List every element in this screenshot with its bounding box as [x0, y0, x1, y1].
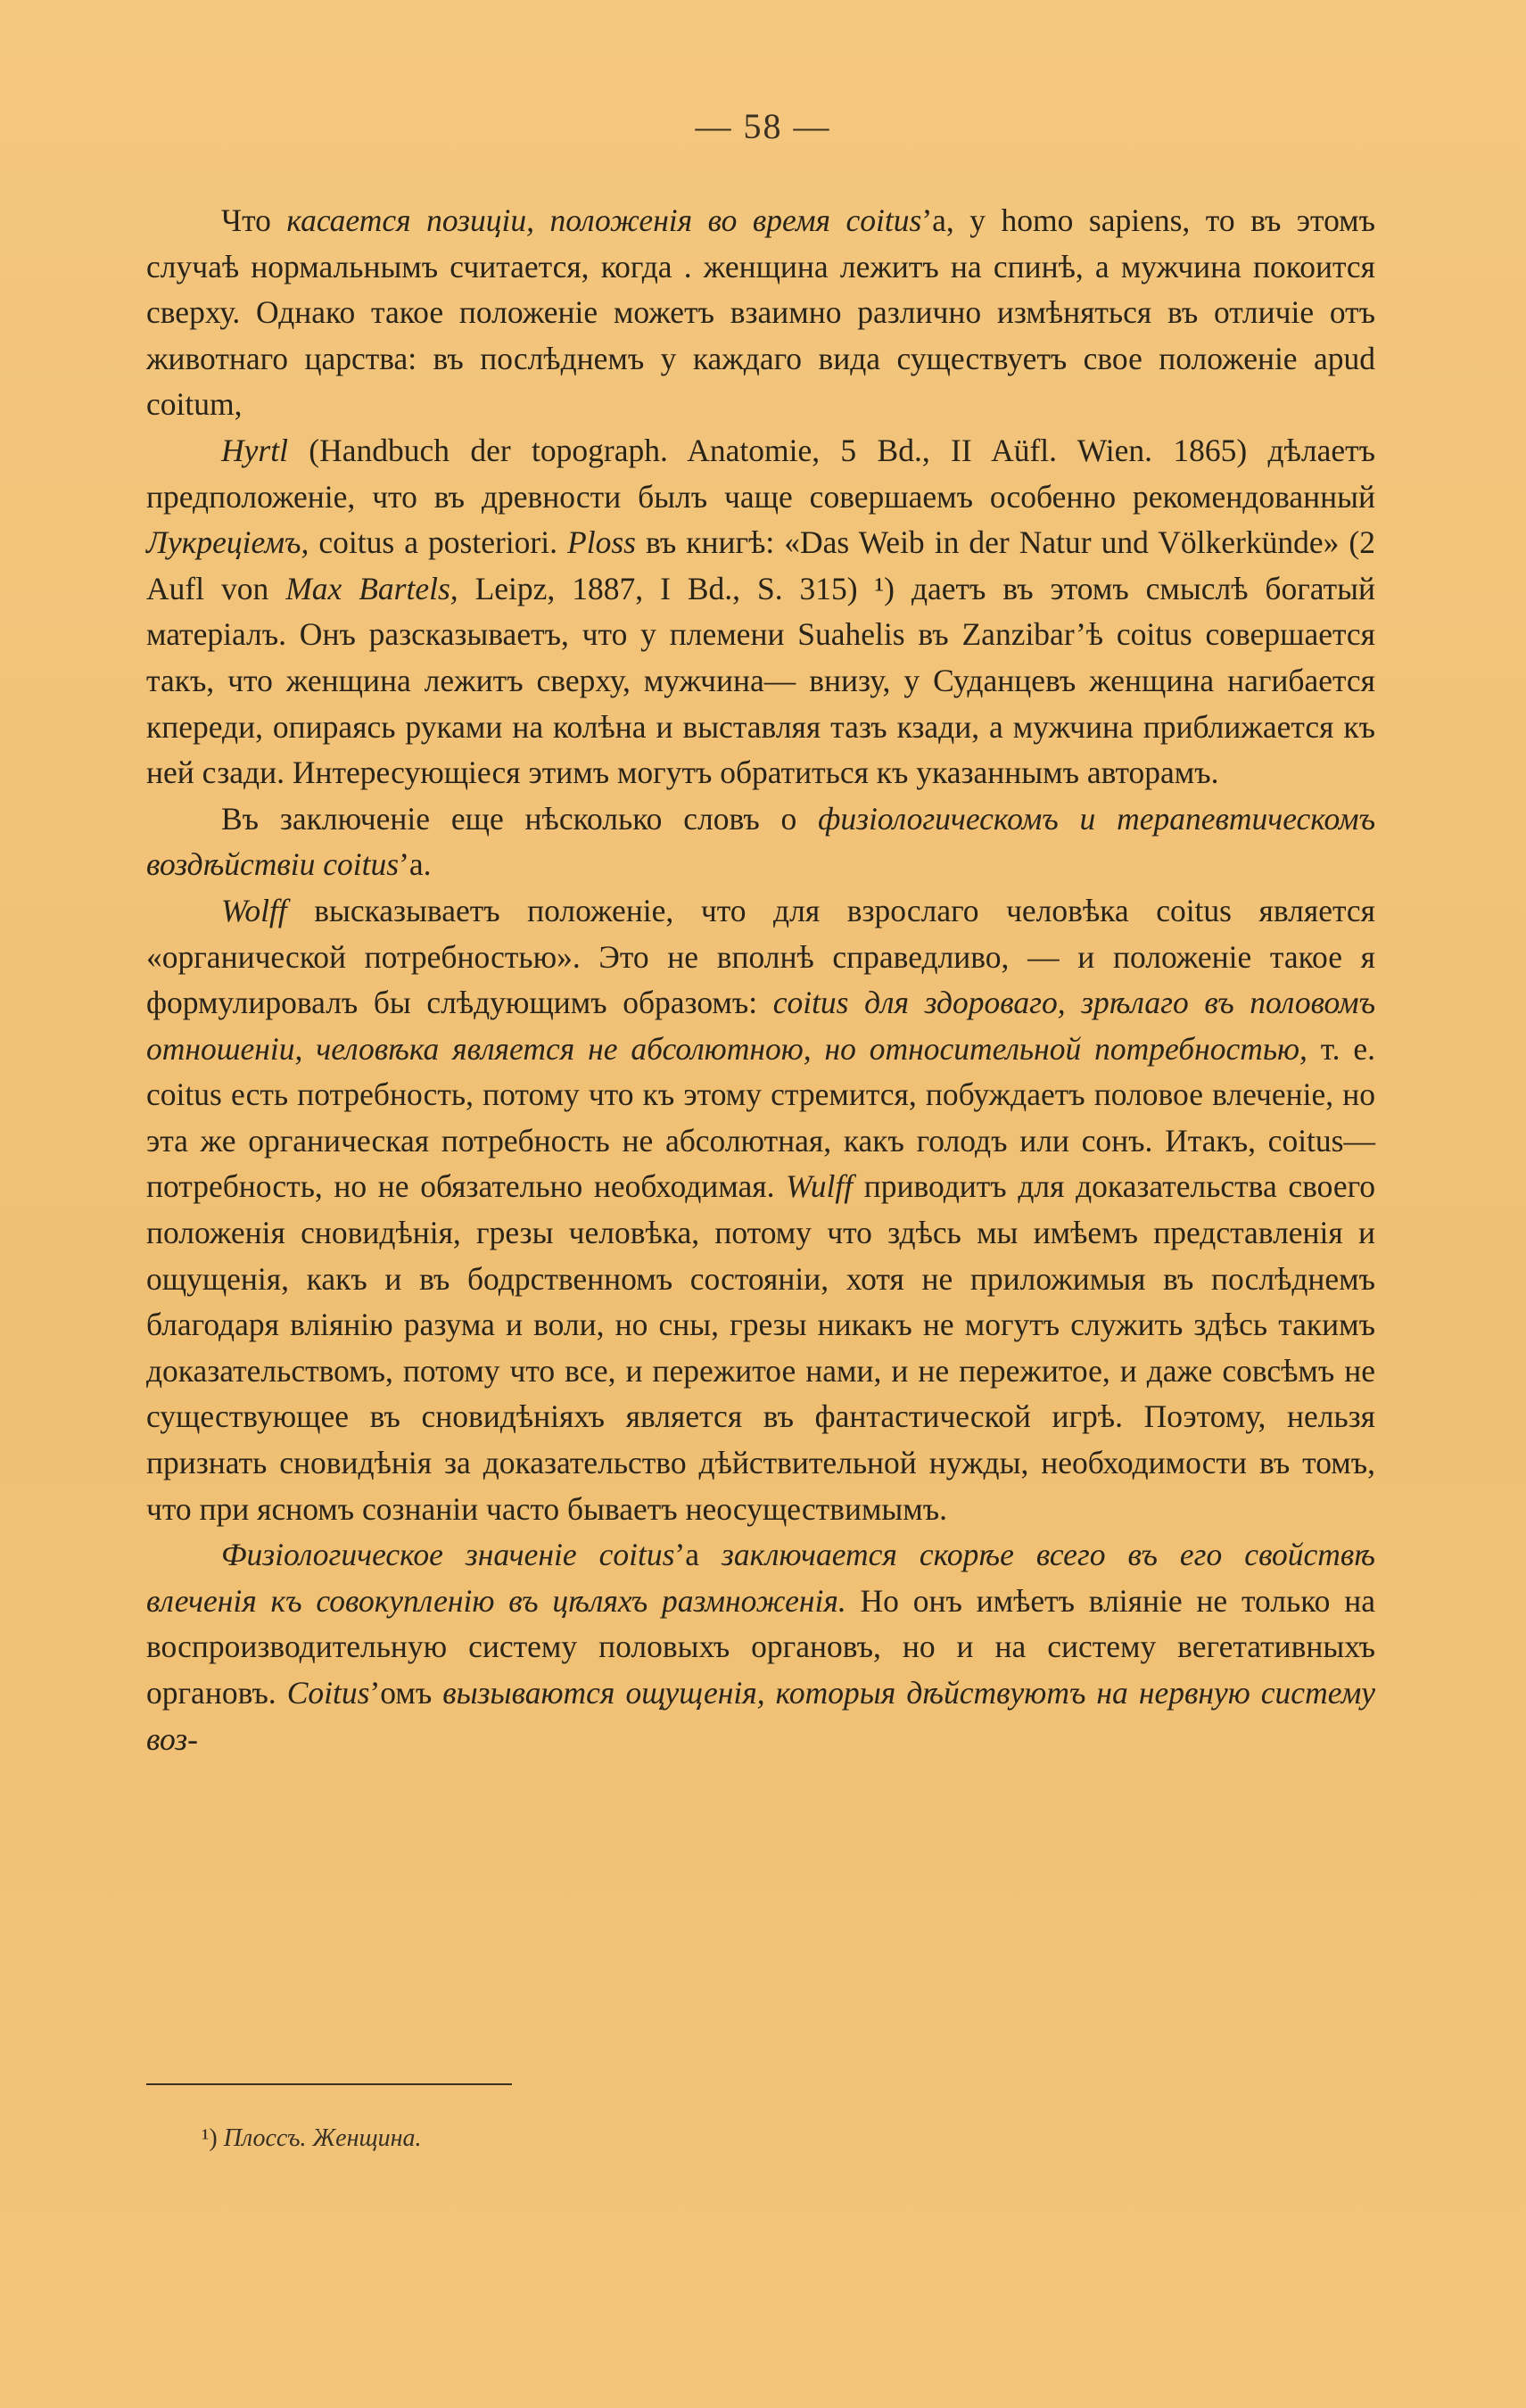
paragraph [146, 888, 1375, 1532]
italic-run: физіологическомъ и терапевтическомъ воздѣйствіи coitus [146, 800, 1375, 883]
paragraph [146, 796, 1375, 888]
text-run: Но онъ имѣетъ вліяніе не только на воспроизводительную систему половыхъ органовъ, но и на систему вегетативныхъ органовъ. [146, 1582, 1375, 1711]
italic-run: Wolff [221, 892, 287, 928]
italic-run: Физіологическое значеніе coitus [221, 1537, 675, 1573]
text-run: приводитъ для доказательства своего положенія сновидѣнія, грезы человѣка, потому что здѣсь мы имѣемъ представленія и ощущенія, какъ и въ бодрственномъ состояніи, хотя не приложимыя въ послѣднемъ благодаря вліянію разума и воли, но сны, грезы никакъ не могутъ служить здѣсь такимъ доказательствомъ, потому что все, и пережитое нами, и не пережитое, и даже совсѣмъ не существующее въ сновидѣніяхъ является въ фантастической игрѣ. Поэтому, нельзя признать сновидѣнія за доказательство дѣйствительной нужды, необходимости въ томъ, что при ясномъ сознаніи часто бываетъ неосуществимымъ. [146, 1168, 1375, 1527]
text-run: въ книгѣ: «Das Weib in der Natur und Völkerkünde» (2 Aufl von [146, 524, 1375, 606]
paragraph [146, 1532, 1375, 1762]
body-text [146, 198, 1375, 1762]
footnote-text: Плоссъ. Женщина. [223, 2124, 422, 2152]
italic-run: Ploss [567, 524, 636, 561]
italic-run: Coitus [286, 1675, 370, 1711]
italic-run: вызываются ощущенія, которыя дѣйствуютъ на нервную систему воз- [146, 1675, 1375, 1757]
paragraph [146, 428, 1375, 796]
italic-run: заключается скорѣе всего въ его свойствѣ влеченія къ совокупленію въ цѣляхъ размноженія. [146, 1537, 1375, 1619]
text-run: т. е. coitus есть потребность, потому что къ этому стремится, побуждаетъ половое влеченіе, но эта же органическая потребность не абсолютная, какъ голодъ или сонъ. Итакъ, coitus—потребность, но не обязательно необходимая. [146, 1030, 1375, 1205]
italic-run: Wulff [786, 1168, 854, 1205]
text-run: ’а [674, 1537, 722, 1573]
text-run: ’а. [399, 846, 432, 883]
footnote [202, 2124, 422, 2153]
text-run: Leipz, 1887, I Bd., S. 315) ¹) даетъ въ этомъ смыслѣ богатый матеріалъ. Онъ разсказываетъ, что у племени Suahelis въ Zanzibar’ѣ coitus совершается такъ, что женщина лежитъ сверху, мужчина— внизу, у Суданцевъ женщина нагибается кпереди, опираясь руками на колѣна и выставляя тазъ кзади, а мужчина приближается къ ней сзади. Интересующіеся этимъ могутъ обратиться къ указаннымъ авторамъ. [146, 570, 1375, 791]
text-run: высказываетъ положеніе, что для взрослаго человѣка coitus является «органической потребностью». Это не вполнѣ справедливо, — и положеніе такое я формулировалъ бы слѣдующимъ образомъ: [146, 892, 1375, 1021]
text-run: coitus a posteriori. [309, 524, 568, 561]
text-run: ’а, у homo sapiens, то въ этомъ случаѣ нормальнымъ считается, когда . женщина лежитъ на спинѣ, а мужчина покоится сверху. Однако такое положеніе можетъ взаимно различно измѣняться въ отличіе отъ животнаго царства: въ послѣднемъ у каждаго вида существуетъ свое положеніе apud coitum, [146, 202, 1375, 423]
italic-run: Лукреціемъ, [146, 524, 309, 561]
text-run: ’омъ [369, 1675, 443, 1711]
text-run: Въ заключеніе еще нѣсколько словъ о [221, 800, 819, 837]
italic-run: Max Bartels, [285, 570, 458, 606]
page-number: — 58 — [695, 106, 831, 146]
italic-run: касается позиціи, положенія во время coitus [286, 202, 922, 238]
italic-run: coitus для здороваго, зрѣлаго въ половомъ отношеніи, человѣка является не абсолютною, но относительной потребностью, [146, 985, 1376, 1067]
text-run: Что [221, 202, 287, 238]
italic-run: Hyrtl [221, 432, 288, 468]
paragraph [146, 198, 1375, 428]
footnote-marker: ¹) [202, 2124, 218, 2152]
text-run: (Handbuch der topograph. Anatomie, 5 Bd., II Aüfl. Wien. 1865) дѣлаетъ предположеніе, что въ древности былъ чаще совершаемъ особенно рекомендованный [146, 432, 1375, 515]
footnote-divider [146, 2083, 512, 2085]
